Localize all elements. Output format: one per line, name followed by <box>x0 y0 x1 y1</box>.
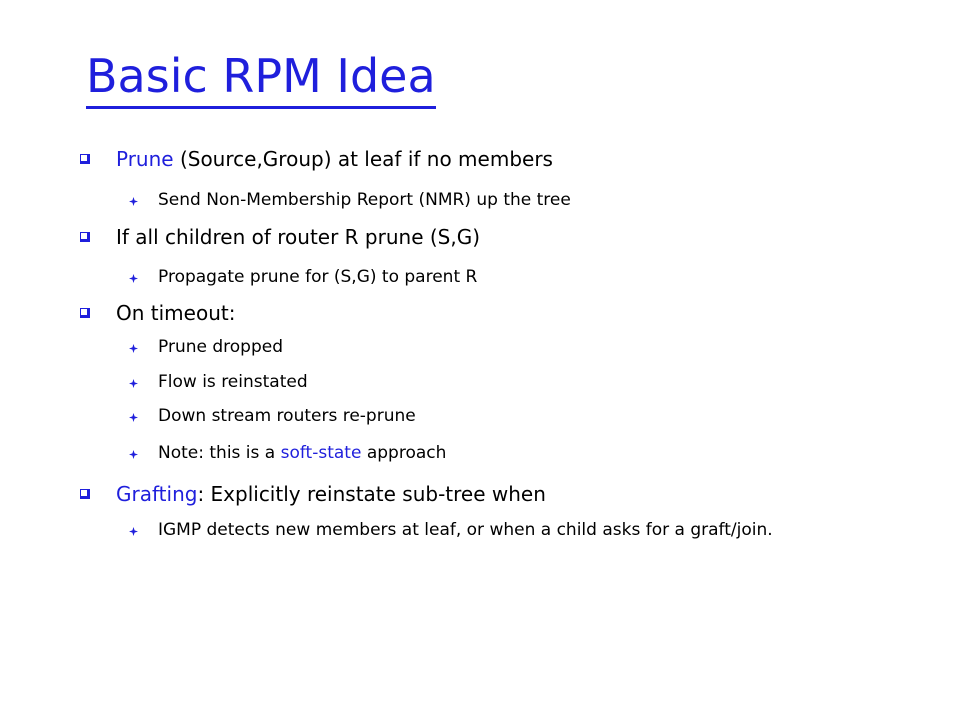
sub-bullet <box>132 441 852 466</box>
bullet-text: : Explicitly reinstate sub-tree when <box>197 482 546 506</box>
bullet-text: (Source,Group) at leaf if no members <box>173 147 553 171</box>
bullet-highlight: Prune <box>116 147 174 171</box>
diamond-bullet-icon <box>129 344 138 353</box>
sub-bullet-text: Send Non-Membership Report (NMR) up the tree <box>158 190 571 210</box>
diamond-bullet-icon <box>129 450 138 459</box>
bullet-prune <box>86 146 553 172</box>
sub-bullet <box>132 335 852 360</box>
square-bullet-icon <box>80 232 90 242</box>
sub-bullet <box>132 518 852 543</box>
bullet-text: On timeout: <box>116 301 236 325</box>
sub-bullet-highlight: soft-state <box>280 443 362 463</box>
bullet-timeout <box>86 300 235 326</box>
sub-bullet-text: Flow is reinstated <box>158 372 308 392</box>
sub-bullet-text: Propagate prune for (S,G) to parent R <box>158 267 478 287</box>
square-bullet-icon <box>80 308 90 318</box>
sub-bullet-text: Down stream routers re-prune <box>158 406 416 426</box>
sub-bullet-text: Note: this is a <box>158 443 281 463</box>
sub-bullet <box>132 370 852 395</box>
square-bullet-icon <box>80 154 90 164</box>
diamond-bullet-icon <box>129 527 138 536</box>
sub-bullet <box>132 265 852 290</box>
diamond-bullet-icon <box>129 379 138 388</box>
sub-bullet-text: approach <box>361 443 447 463</box>
bullet-highlight: Grafting <box>116 482 198 506</box>
sub-bullet <box>132 188 852 213</box>
sub-bullet-text: Prune dropped <box>158 337 283 357</box>
sub-bullet <box>132 404 852 429</box>
sub-bullet-text: IGMP detects new members at leaf, or when a child asks for a graft/join. <box>158 520 773 540</box>
slide-title: Basic RPM Idea <box>86 46 436 109</box>
square-bullet-icon <box>80 489 90 499</box>
bullet-text: If all children of router R prune (S,G) <box>116 225 481 249</box>
bullet-children-prune <box>86 224 480 250</box>
diamond-bullet-icon <box>129 197 138 206</box>
diamond-bullet-icon <box>129 274 138 283</box>
diamond-bullet-icon <box>129 413 138 422</box>
bullet-grafting <box>86 481 546 507</box>
